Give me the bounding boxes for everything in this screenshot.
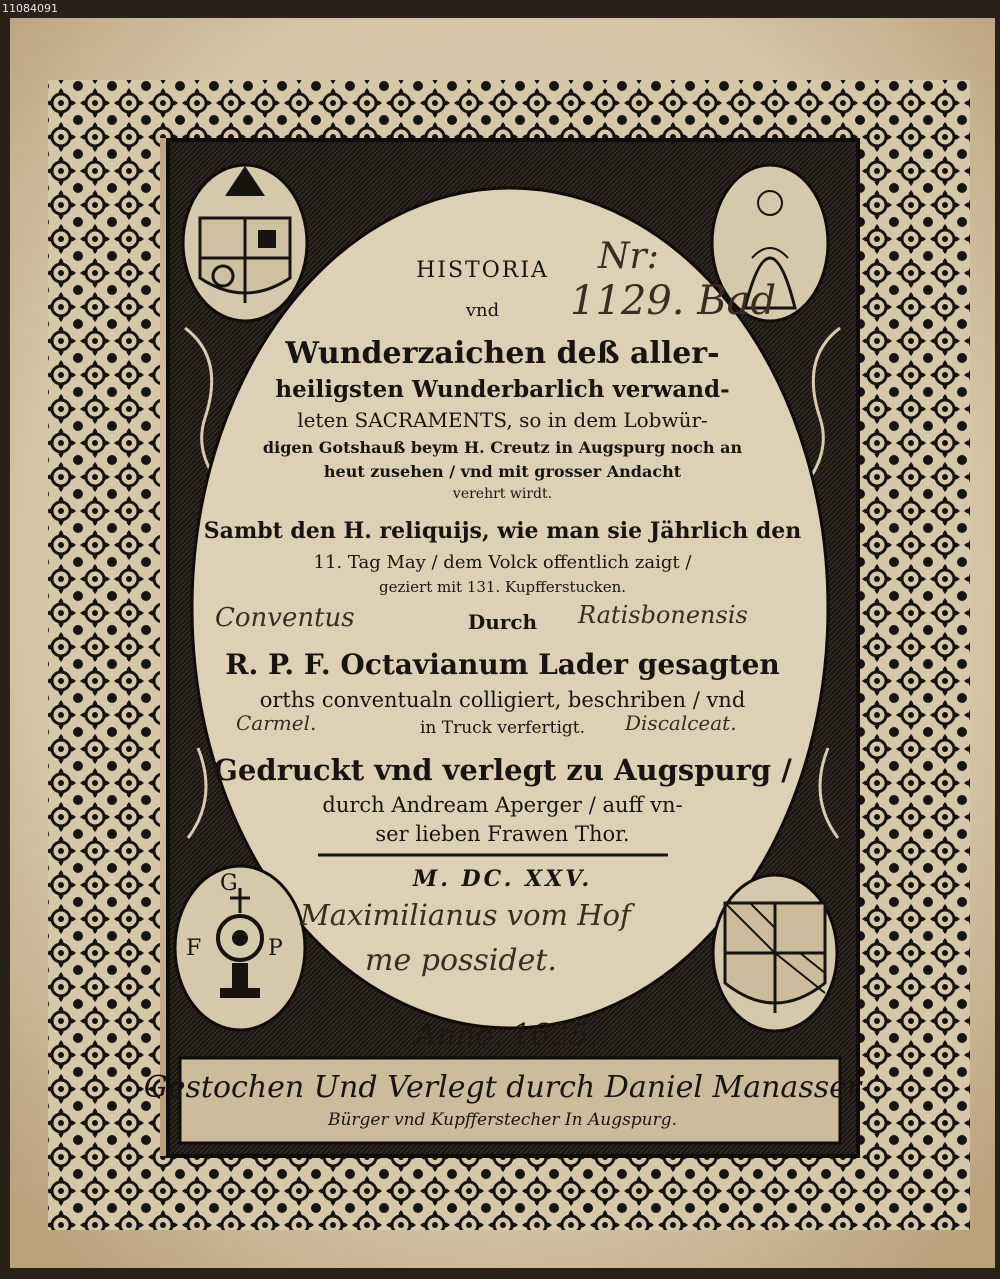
handwritten-anno: Anno. 1625. — [415, 1018, 598, 1053]
title-und: vnd — [465, 300, 500, 321]
title-line-1: Wunderzaichen deß aller- — [285, 336, 720, 371]
title-line-6: verehrt wirdt. — [452, 486, 553, 502]
handwritten-ratisbonensis: Ratisbonensis — [578, 601, 748, 629]
shelf-mark-line-1: Nr: — [598, 236, 659, 277]
shelf-mark-line-2: 1129. Bad — [570, 278, 777, 324]
owner-inscription-1: Maximilianus vom Hof — [300, 898, 631, 932]
historia-heading: HISTORIA — [416, 258, 549, 283]
medallion-letter-p: P — [268, 936, 283, 961]
handwritten-carmel: Carmel. — [236, 711, 317, 735]
engraver-line-1: Gestochen Und Verlegt durch Daniel Manasser — [143, 1070, 862, 1105]
title-line-10: orths conventualn colligiert, beschriben / vnd — [259, 688, 746, 712]
scanned-title-page — [2, 2, 995, 1268]
title-line-11: in Truck verfertigt. — [419, 718, 586, 738]
title-line-8: 11. Tag May / dem Volck offentlich zaigt / — [313, 552, 692, 573]
title-printer-1: durch Andream Aperger / auff vn- — [322, 793, 683, 817]
title-line-3: leten SACRAMENTS, so in dem Lobwür- — [297, 408, 708, 432]
owner-inscription-2: me possidet. — [365, 943, 557, 978]
title-durch: Durch — [467, 610, 538, 634]
title-line-5: heut zusehen / vnd mit grosser Andacht — [323, 462, 682, 481]
title-date: M. DC. XXV. — [412, 866, 593, 892]
title-line-2: heiligsten Wunderbarlich verwand- — [275, 376, 730, 403]
medallion-letter-f: F — [186, 936, 202, 961]
title-line-4: digen Gotshauß beym H. Creutz in Augspurg noch an — [262, 438, 743, 457]
medallion-letter-g: G — [220, 871, 238, 896]
title-author: R. P. F. Octavianum Lader gesagten — [225, 648, 780, 681]
title-printer-2: ser lieben Frawen Thor. — [375, 822, 630, 846]
handwritten-discalceat: Discalceat. — [625, 711, 737, 735]
title-line-7: Sambt den H. reliquijs, wie man sie Jährlich den — [203, 518, 802, 544]
engraver-line-2: Bürger vnd Kupfferstecher In Augspurg. — [327, 1110, 678, 1130]
catalog-id: 11084091 — [2, 2, 58, 15]
handwritten-conventus: Conventus — [215, 603, 355, 633]
title-printed: Gedruckt vnd verlegt zu Augspurg / — [213, 753, 792, 787]
title-line-9: geziert mit 131. Kupfferstucken. — [378, 578, 627, 596]
